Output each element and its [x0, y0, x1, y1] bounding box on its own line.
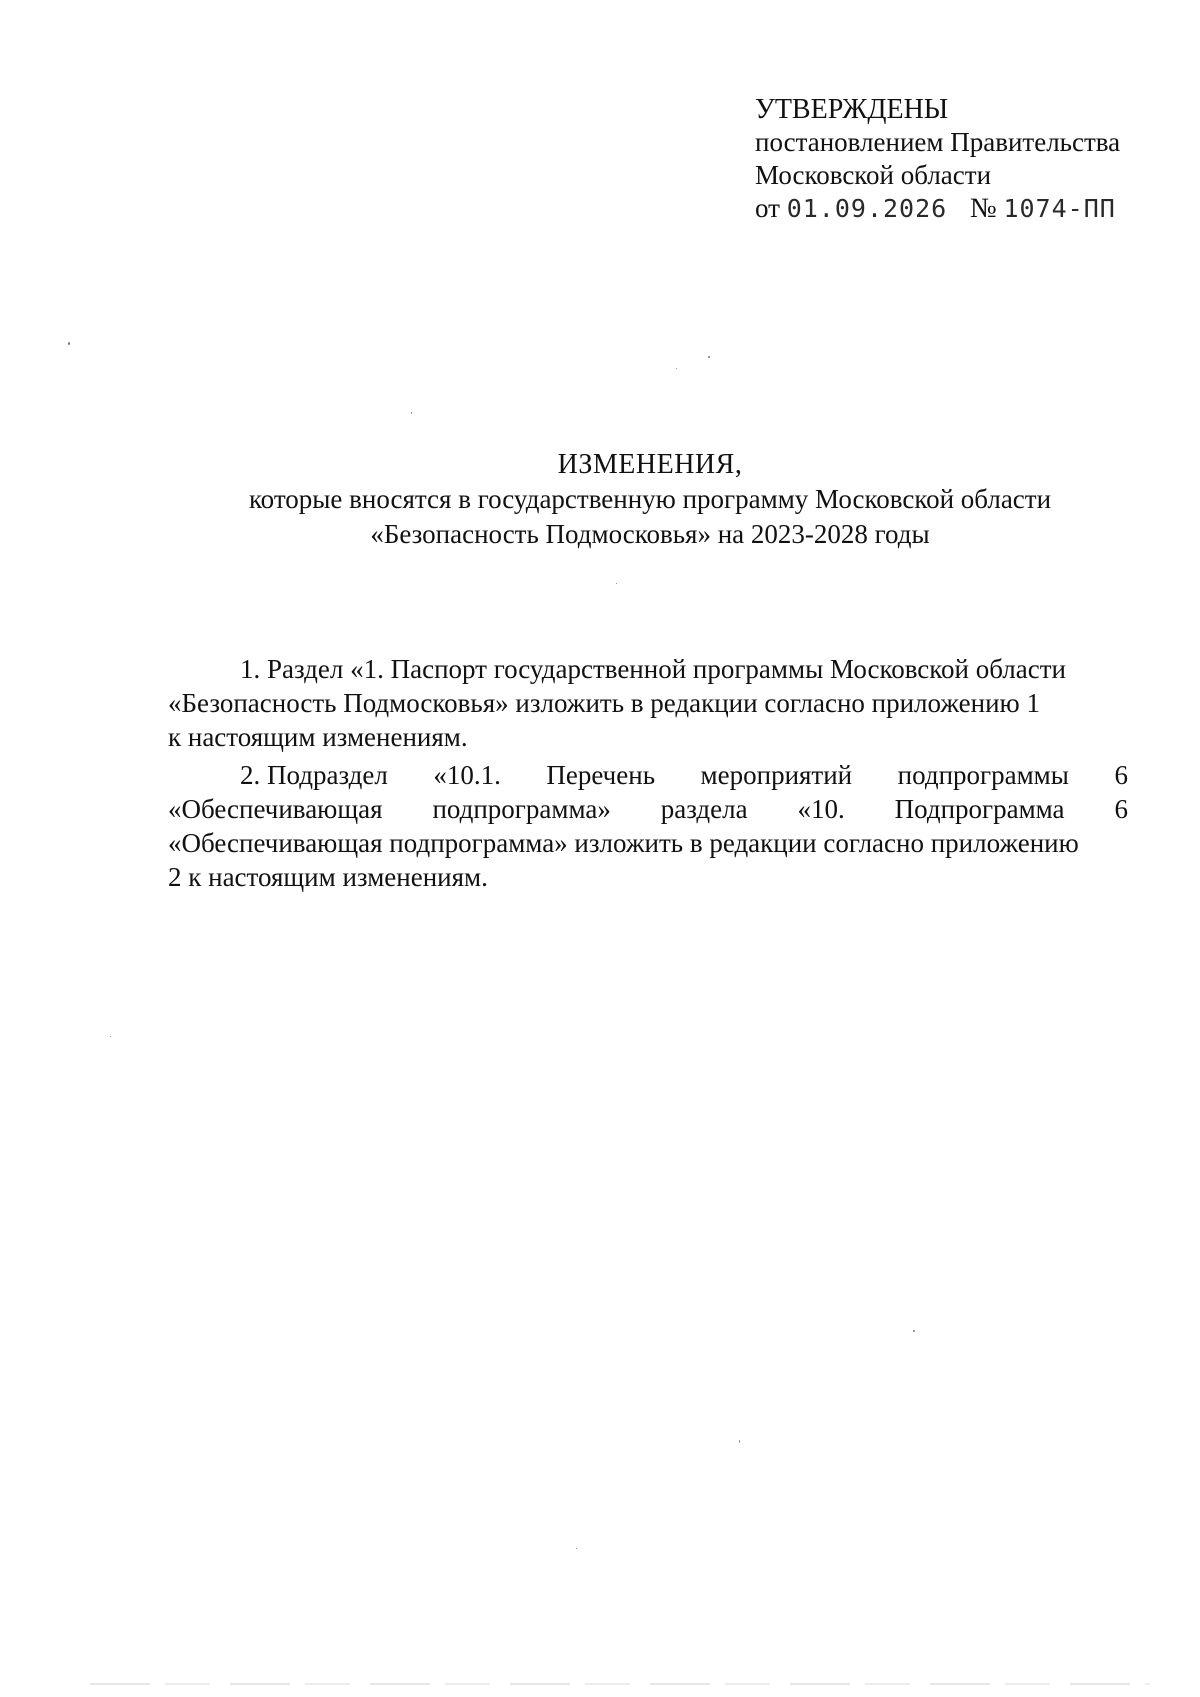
paragraph-2-line-1 — [168, 758, 1128, 792]
approval-from-label: от — [755, 193, 780, 223]
paragraph-2-word: раздела — [660, 794, 748, 824]
approval-date-line — [755, 192, 1175, 225]
document-title: ИЗМЕНЕНИЯ, — [557, 449, 743, 480]
document-body — [168, 652, 1128, 898]
paragraph-2-word: «Обеспечивающая — [168, 794, 383, 824]
paragraph-1-line-2 — [168, 686, 1128, 720]
paragraph-2-line-4 — [168, 860, 1128, 894]
approval-heading: УТВЕРЖДЕНЫ — [755, 94, 949, 125]
scan-speck — [913, 1330, 915, 1332]
scan-speck — [68, 342, 70, 345]
paragraph-2-line-3 — [168, 826, 1128, 860]
paragraph-2-word: Перечень — [546, 760, 656, 790]
paragraph-1-line-2-text: «Безопасность Подмосковья» изложить в редакции согласно приложению 1 — [168, 688, 1040, 718]
paragraph-2-word: 2. Подраздел — [240, 760, 388, 790]
scan-speck — [739, 1440, 740, 1443]
paragraph-1-line-3 — [168, 720, 1128, 754]
approval-date: 01.09.2026 — [786, 194, 948, 223]
paragraph-2-word: «10.1. — [433, 760, 501, 790]
paragraph-2 — [168, 758, 1128, 894]
paragraph-2-word: мероприятий — [700, 760, 853, 790]
approval-number: 1074-ПП — [1003, 194, 1116, 223]
approval-number-sign: № — [969, 193, 997, 224]
scan-speck — [411, 412, 412, 414]
paragraph-2-line-3-text: «Обеспечивающая подпрограмма» изложить в редакции согласно приложению — [168, 828, 1079, 858]
scan-speck — [676, 368, 677, 369]
paragraph-2-word: Подпрограмма — [894, 794, 1065, 824]
scan-bottom-edge — [90, 1683, 1150, 1685]
paragraph-1-line-3-text: к настоящим изменениям. — [168, 722, 468, 752]
document-title-block — [150, 447, 1150, 552]
paragraph-2-word: подпрограмма» — [432, 794, 611, 824]
scan-speck — [110, 1036, 111, 1037]
approval-line-1: постановлением Правительства — [755, 127, 1121, 157]
document-subtitle-line-2: «Безопасность Подмосковья» на 2023-2028 годы — [370, 519, 930, 549]
scan-speck — [616, 583, 617, 584]
paragraph-2-word: подпрограммы — [897, 760, 1069, 790]
paragraph-2-word: «10. — [797, 794, 845, 824]
paragraph-1-line-1 — [168, 652, 1128, 686]
paragraph-1-line-1-text: 1. Раздел «1. Паспорт государственной программы Московской области — [240, 654, 1066, 684]
document-subtitle-line-1: которые вносятся в государственную программу Московской области — [248, 484, 1052, 514]
paragraph-1 — [168, 652, 1128, 754]
paragraph-2-word: 6 — [1114, 760, 1128, 790]
paragraph-2-line-4-text: 2 к настоящим изменениям. — [168, 862, 488, 892]
approval-stamp-block — [755, 93, 1175, 225]
paragraph-2-line-2 — [168, 792, 1128, 826]
paragraph-2-word: 6 — [1114, 794, 1128, 824]
scan-speck — [708, 356, 710, 358]
approval-line-2: Московской области — [755, 160, 992, 190]
scan-speck — [576, 1548, 577, 1549]
